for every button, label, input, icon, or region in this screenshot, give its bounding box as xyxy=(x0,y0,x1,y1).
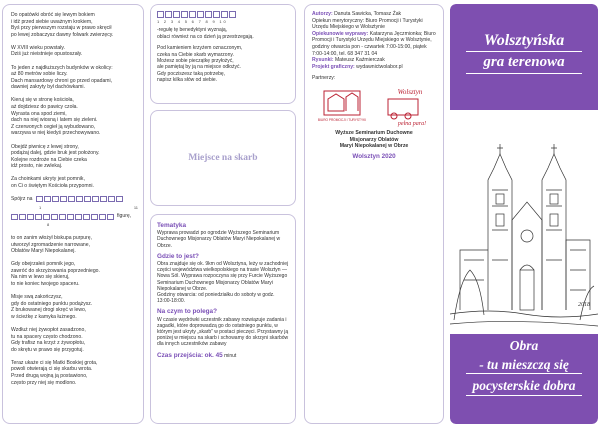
box-num-1: 1 xyxy=(39,204,42,210)
riddle-line: Gdy obejrzałeś pomnik jego, xyxy=(11,261,76,268)
riddle-line: To jeden z najdłuższych budynków w okolicy: xyxy=(11,64,113,71)
info-column xyxy=(150,4,296,424)
credits-panel xyxy=(304,4,444,424)
godziny-text: Godziny otwarcia: od poniedziałku do soboty w godz. 13:00-18:00. xyxy=(157,292,275,305)
riddle-panel-1 xyxy=(2,4,144,424)
riddle-line: powoli otwierają ci się skarbu wrota. xyxy=(11,366,93,373)
riddle-line: -regułę tę benedyktyni wyznają, xyxy=(157,27,228,34)
riddle-line: i idź przed siebie uważnym krokiem, xyxy=(11,18,93,25)
riddle-stanza xyxy=(11,65,138,91)
opieka-text: Opiekun merytoryczny: Biuro Promocji i Turystyki Urzędu Miejskiego w Wolsztynie xyxy=(312,17,423,31)
opiekunowie-label: Opiekunowie wyprawy: xyxy=(312,30,369,37)
czas-label: Czas przejścia: xyxy=(157,351,204,359)
riddle-stanza xyxy=(11,327,138,353)
riddle-stanza xyxy=(11,45,138,58)
riddle-line: Teraz ukaże ci się Matki Boskiej grota, xyxy=(11,359,98,366)
riddle-line: Misje swą zakończysz, xyxy=(11,294,63,301)
church-illustration xyxy=(450,110,598,336)
riddle-line: warzywa w niej kiedyś przechowywano. xyxy=(11,130,101,137)
spelled-figure-riddle xyxy=(11,196,138,228)
riddle-line: Oblatów Maryi Niepokalanej. xyxy=(11,248,76,255)
figure-label: figurę, xyxy=(117,213,132,220)
projekt-label: Projekt graficzny: xyxy=(312,63,355,70)
spelled-label: Spójrz na xyxy=(11,196,33,203)
gdzie-text: Obra znajduje się ok. 9km od Wolsztyna, leży w zachodniej części województwa wielkopolskiego na trasie Wolsztyn — Nowa Sól. Wyprawa rozpoczyna się przy Furcie Wyższego Seminarium Duchownego Misjonarzy Oblatów Maryi Niepokalanej w Obrze. xyxy=(157,261,289,292)
riddle-stanza xyxy=(11,294,138,320)
artist-signature: 2018 xyxy=(578,302,590,308)
riddle-line: czeka na Ciebie skarb wymarzony. xyxy=(157,51,234,58)
riddle-line: dach na niej wiosną i latem się zieleni. xyxy=(11,117,98,124)
riddle-line: często przy niej się modlono. xyxy=(11,379,77,386)
riddle-line: ale pamiętaj by ją na miejsce odłożyć. xyxy=(157,64,241,71)
heading-tematyka: Tematyka xyxy=(157,222,187,229)
riddle-line: idź prosto, nie zwlekaj. xyxy=(11,163,63,170)
riddle-stanza xyxy=(11,144,138,170)
cover-subtitle-2: - tu mieszczą się xyxy=(479,357,569,372)
riddle-line: utworzył zgromadzenie narrowane, xyxy=(11,241,90,248)
box-numbers: 1 2 3 4 5 6 7 8 9 10 xyxy=(157,19,228,24)
riddle-line: Obejdź piwnicę z lewej strony, xyxy=(11,143,79,150)
treasure-place-label: Miejsce na skarb xyxy=(188,153,258,163)
riddle-line: to on zanim włożył biskupa purpurę, xyxy=(11,234,92,241)
riddle-line: Przed drugą wojną ją postawiono, xyxy=(11,373,88,380)
seminary-name xyxy=(312,130,436,150)
riddle-line: Dach mansardowy chroni go przed opadami, xyxy=(11,77,113,84)
riddle-line: Na nim w lewo się skieruj, xyxy=(11,274,70,281)
czym-text: W czasie wędrówki uczestnik zabawy rozwiązuje zadania i zagadki, które doprowadzą go do ostatniego punktu, w którym jest ukryty „skarb” w postaci pieczęci. Przystawny ją poniżej w miejscu na skarb i schowamy do skrzyni skarbów dla innych uczestników zabawy xyxy=(157,316,289,348)
riddle-line: zawróć do skrzyżowania poprzedniego. xyxy=(11,267,100,274)
riddle-line: Byś przy pierwszym rozstaju w prawo skręcił xyxy=(11,25,112,32)
letter-boxes-top[interactable] xyxy=(157,11,289,18)
riddle-line: Do opatówki obróć się lewym bokiem xyxy=(11,12,95,18)
riddle-line: Wzdłuż niej żywopłot zasadzono, xyxy=(11,326,86,333)
czas-unit: minut xyxy=(224,352,237,359)
riddle-line: do skrętu w prawo się przygotuj. xyxy=(11,346,84,353)
riddle-line: tu na spacery często chodzono. xyxy=(11,333,83,340)
logo2-top-text: Wolsztyn xyxy=(397,87,423,96)
riddle-line: Pod kamieniem krzyżem oznaczonym, xyxy=(157,45,243,52)
riddle-line: podążaj dalej, gdzie bruk jest położony. xyxy=(11,150,100,157)
projekt-text: wydawnictwolabor.pl xyxy=(356,63,403,70)
riddle-line: Kieruj się w stronę kościoła, xyxy=(11,97,74,104)
heading-gdzie: Gdzie to jest? xyxy=(157,252,199,260)
box-num-8: 8 xyxy=(47,221,50,227)
riddle-line: Gdy pocziszesz taką potrzebę, xyxy=(157,70,226,77)
riddle-stanza xyxy=(11,12,138,38)
riddle-line: dawniej zakryty był dachówkami. xyxy=(11,84,85,91)
game-info-panel xyxy=(150,214,296,424)
year-label: Wolsztyn 2020 xyxy=(352,152,396,160)
riddle-line: aż 80 metrów sobie liczy. xyxy=(11,71,68,78)
riddle-line: gdy do ostatniego punktu podążysz. xyxy=(11,300,93,307)
riddle-line: Z brukowanej drogi skręć w lewo, xyxy=(11,307,87,314)
seminary-line: Misjonarzy Oblatów xyxy=(349,136,399,143)
opiekunowie-text: Katarzyna Jęczmionka; Biuro Promocji i Turystyki Urzędu Miejskiego w Wolsztynie, godziny otwarcia pon - czwartek 7:00-15:00, piątek 7:00-14:00, tel. 68 347 31 04 xyxy=(312,30,436,57)
subtitle-underline xyxy=(466,373,582,374)
riddle-line: Gdy trafisz na krzyż z żywopłotu, xyxy=(11,340,86,347)
riddle-line: w ścieżkę z kamyka łużnego. xyxy=(11,313,77,320)
partner-logos xyxy=(312,85,436,127)
riddle-line: aż dojdziesz do pawicy czoła. xyxy=(11,104,78,111)
box-num-11: 11 xyxy=(133,204,138,210)
cover-panel xyxy=(450,4,598,424)
cover-subtitle-3: pocysterskie dobra xyxy=(472,378,576,393)
cover-title-1: Wolsztyńska xyxy=(483,32,565,49)
cover-subtitle-1: Obra xyxy=(509,338,539,353)
riddle-line: Kolejne rozdroże na Ciebie czeka xyxy=(11,156,87,163)
treasure-stamp-area[interactable] xyxy=(150,110,296,206)
tematyka-text: Wyprawa prowadzi po ogrodzie Wyższego Seminarium Duchownego Misjonarzy Oblatów Maryi Niepokalanej w Obrze. xyxy=(157,230,281,249)
riddle-line: po lewej zobaczysz dawny folwark zwierzęcy. xyxy=(11,31,114,38)
letter-boxes-row2[interactable] xyxy=(11,214,114,220)
wolsztyn-logo xyxy=(378,85,434,127)
letter-boxes-row1[interactable] xyxy=(36,196,123,202)
partners-title: Partnerzy: xyxy=(312,75,336,82)
riddle-line: Z czerwonych cegieł ją wybudowano, xyxy=(11,123,96,130)
seminary-line: Maryi Niepokalanej w Obrze xyxy=(339,143,409,150)
rysunki-label: Rysunki: xyxy=(312,57,334,64)
riddle-line: Za choinkami ukryty jest pomnik, xyxy=(11,176,85,183)
riddle-line: napisz kilka słów od siebie. xyxy=(157,77,218,84)
riddle-stanza xyxy=(11,97,138,137)
autorzy-label: Autorzy: xyxy=(312,11,333,17)
riddle-stanza xyxy=(11,235,138,255)
riddle-line: Wyrasta ona spod ziemi, xyxy=(11,110,67,117)
cover-title-2: gra terenowa xyxy=(483,54,565,70)
autorzy-text: Danuta Sawicka, Tomasz Żak xyxy=(334,11,402,17)
promotion-office-logo xyxy=(314,85,370,127)
riddle-stanza xyxy=(11,176,138,189)
title-underline xyxy=(466,73,582,74)
heading-czym: Na czym to polega? xyxy=(157,308,218,316)
seminary-line: Wyższe Seminarium Duchowne xyxy=(335,129,413,136)
czas-value: ok. 45 xyxy=(204,351,223,359)
logo2-bottom-text: pełna para! xyxy=(397,120,427,127)
riddle-stanza xyxy=(11,261,138,287)
subtitle-underline xyxy=(466,395,582,396)
riddle-line: Możesz sobie pieczątkę przyłożyć, xyxy=(157,58,234,65)
riddle-line: on Ci o świętym Kościoła przypomni. xyxy=(11,182,94,189)
riddle-panel-2 xyxy=(150,4,296,104)
riddle-line: Dziś już nieistnieje opustoszały. xyxy=(11,51,83,58)
riddle-line: oblaci również na co dzień ją przestrzegają. xyxy=(157,33,254,40)
riddle-stanza xyxy=(11,360,138,386)
logo1-text: BIURO PROMOCJI I TURYSTYKI xyxy=(317,117,367,122)
rysunki-text: Mateusz Kaźmierczak xyxy=(334,57,385,64)
czas-line xyxy=(157,353,289,359)
riddle-line: W XVIII wieku powstały. xyxy=(11,44,65,51)
title-underline xyxy=(466,51,582,52)
riddle-line: to nie koniec twojego spaceru. xyxy=(11,281,80,287)
